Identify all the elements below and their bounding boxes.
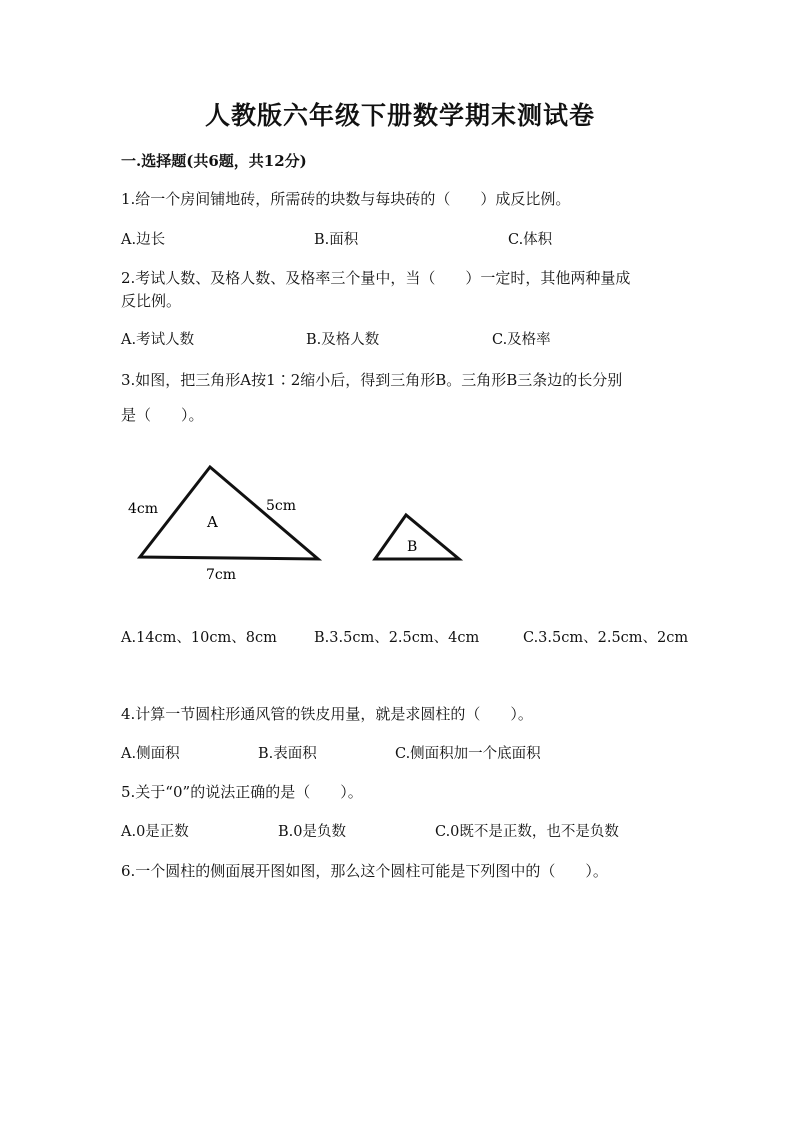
question-3-option-b: B.3.5cm、2.5cm、4cm [314,630,480,646]
question-1-text: 1.给一个房间铺地砖，所需砖的块数与每块砖的（ ）成反比例。 [121,190,571,208]
question-3-text-line-2: 是（ ）。 [121,406,204,424]
question-4-text: 4.计算一节圆柱形通风管的铁皮用量，就是求圆柱的（ ）。 [121,705,533,723]
triangle-figure [120,455,480,595]
question-2-option-a: A.考试人数 [121,332,195,348]
question-1-option-b: B.面积 [314,232,359,248]
question-3-text-line-1: 3.如图，把三角形A按1∶2缩小后，得到三角形B。三角形B三条边的长分别 [121,371,623,389]
question-1-option-c: C.体积 [508,232,553,248]
question-4-option-a: A.侧面积 [121,746,180,762]
question-5-option-c: C.0既不是正数，也不是负数 [435,824,619,840]
section-heading: 一.选择题(共6题，共12分) [121,152,307,170]
page-title: 人教版六年级下册数学期末测试卷 [204,101,595,130]
triangle-a-bottom-side-label: 7cm [206,567,237,583]
triangle-b-label: B [407,539,418,555]
question-2-option-b: B.及格人数 [306,332,380,348]
question-3-option-c: C.3.5cm、2.5cm、2cm [523,630,689,646]
triangle-a-label: A [207,513,218,531]
question-1-option-a: A.边长 [121,232,166,248]
question-4-option-c: C.侧面积加一个底面积 [395,746,541,762]
question-2-option-c: C.及格率 [492,332,551,348]
question-4-option-b: B.表面积 [258,746,317,762]
question-3-option-a: A.14cm、10cm、8cm [121,630,277,646]
question-5-option-b: B.0是负数 [278,824,346,840]
question-5-text: 5.关于“0”的说法正确的是（ ）。 [121,783,363,801]
question-2-text-line-2: 反比例。 [121,292,182,310]
triangle-a-left-side-label: 4cm [128,501,159,517]
question-2-text-line-1: 2.考试人数、及格人数、及格率三个量中，当（ ）一定时，其他两种量成 [121,269,631,287]
question-5-option-a: A.0是正数 [121,824,189,840]
question-6-text: 6.一个圆柱的侧面展开图如图，那么这个圆柱可能是下列图中的（ ）。 [121,862,608,880]
triangle-a-right-side-label: 5cm [266,498,297,514]
